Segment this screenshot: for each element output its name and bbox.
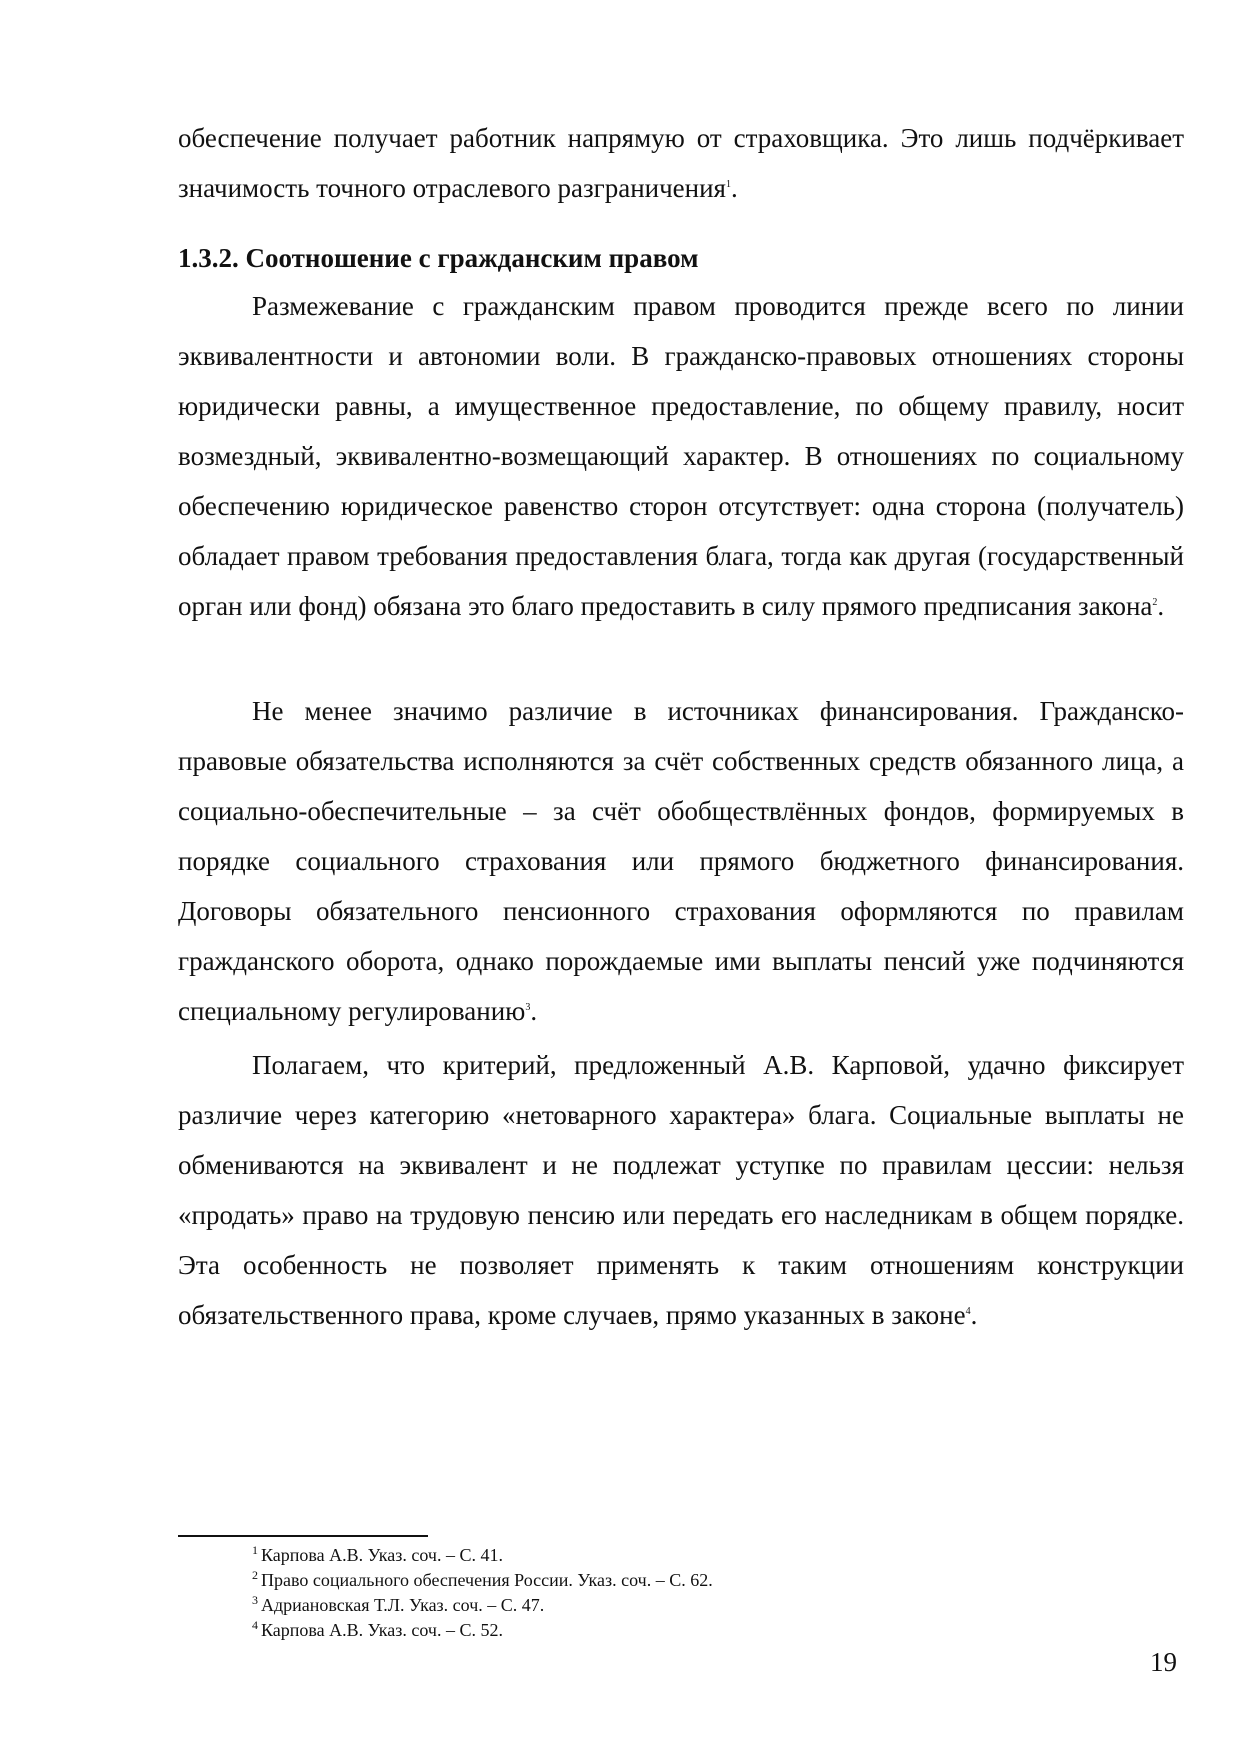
footnote-ref: 4 — [965, 1306, 971, 1317]
paragraph-continuation — [178, 113, 1184, 213]
footnote-text: Карпова А.В. Указ. соч. – С. 41. — [261, 1545, 503, 1565]
paragraph-text: обеспечение получает работник напрямую от страховщика. Это лишь подчёркивает значимость точного отраслевого разграничения — [178, 123, 1184, 203]
footnotes-list — [252, 1543, 1152, 1643]
paragraph-end: . — [970, 1300, 978, 1330]
paragraph-civil-law-distinction — [178, 281, 1184, 631]
footnote-item — [252, 1593, 1152, 1618]
footnote-number: 4 — [252, 1618, 258, 1632]
footnote-number: 3 — [252, 1593, 258, 1607]
paragraph-text: Не менее значимо различие в источниках финансирования. Гражданско-правовые обязательства исполняются за счёт собственных средств обязанного лица, а социально-обеспечительные – за счёт обобществлённых фондов, формируемых в порядке социального страхования или прямого бюджетного финансирования. Договоры обязательного пенсионного страхования оформляются по правилам гражданского оборота, однако порождаемые ими выплаты пенсий уже подчиняются специальному регулированию — [178, 696, 1184, 1026]
footnote-text: Право социального обеспечения России. Указ. соч. – С. 62. — [261, 1570, 713, 1590]
footnote-item — [252, 1618, 1152, 1643]
paragraph-text: Размежевание с гражданским правом проводится прежде всего по линии эквивалентности и автономии воли. В гражданско-правовых отношениях стороны юридически равны, а имущественное предоставление, по общему правилу, носит возмездный, эквивалентно-возмещающий характер. В отношениях по социальному обеспечению юридическое равенство сторон отсутствует: одна сторона (получатель) обладает правом требования предоставления блага, тогда как другая (государственный орган или фонд) обязана это благо предоставить в силу прямого предписания закона — [178, 291, 1184, 621]
footnote-item — [252, 1568, 1152, 1593]
footnote-item — [252, 1543, 1152, 1568]
footnote-ref: 1 — [725, 179, 731, 190]
paragraph-end: . — [1157, 591, 1165, 621]
footnote-ref: 2 — [1152, 597, 1158, 608]
paragraph-text: Полагаем, что критерий, предложенный А.В. Карповой, удачно фиксирует различие через категорию «нетоварного характера» блага. Социальные выплаты не обмениваются на эквивалент и не подлежат уступке по правилам цессии: нельзя «продать» право на трудовую пенсию или передать его наследникам в общем порядке. Эта особенность не позволяет применять к таким отношениям конструкции обязательственного права, кроме случаев, прямо указанных в законе — [178, 1050, 1184, 1330]
page-number: 19 — [1150, 1647, 1177, 1677]
footnote-separator — [178, 1535, 428, 1537]
footnote-number: 1 — [252, 1543, 258, 1557]
paragraph-end: . — [730, 173, 738, 203]
paragraph-end: . — [530, 996, 538, 1026]
footnote-text: Карпова А.В. Указ. соч. – С. 52. — [261, 1620, 503, 1640]
section-heading: 1.3.2. Соотношение с гражданским правом — [178, 243, 699, 273]
paragraph-financing-sources — [178, 686, 1184, 1036]
footnote-text: Адриановская Т.Л. Указ. соч. – С. 47. — [261, 1595, 545, 1615]
paragraph-non-commodity-criterion — [178, 1040, 1184, 1340]
footnote-number: 2 — [252, 1568, 258, 1582]
footnote-ref: 3 — [525, 1002, 531, 1013]
